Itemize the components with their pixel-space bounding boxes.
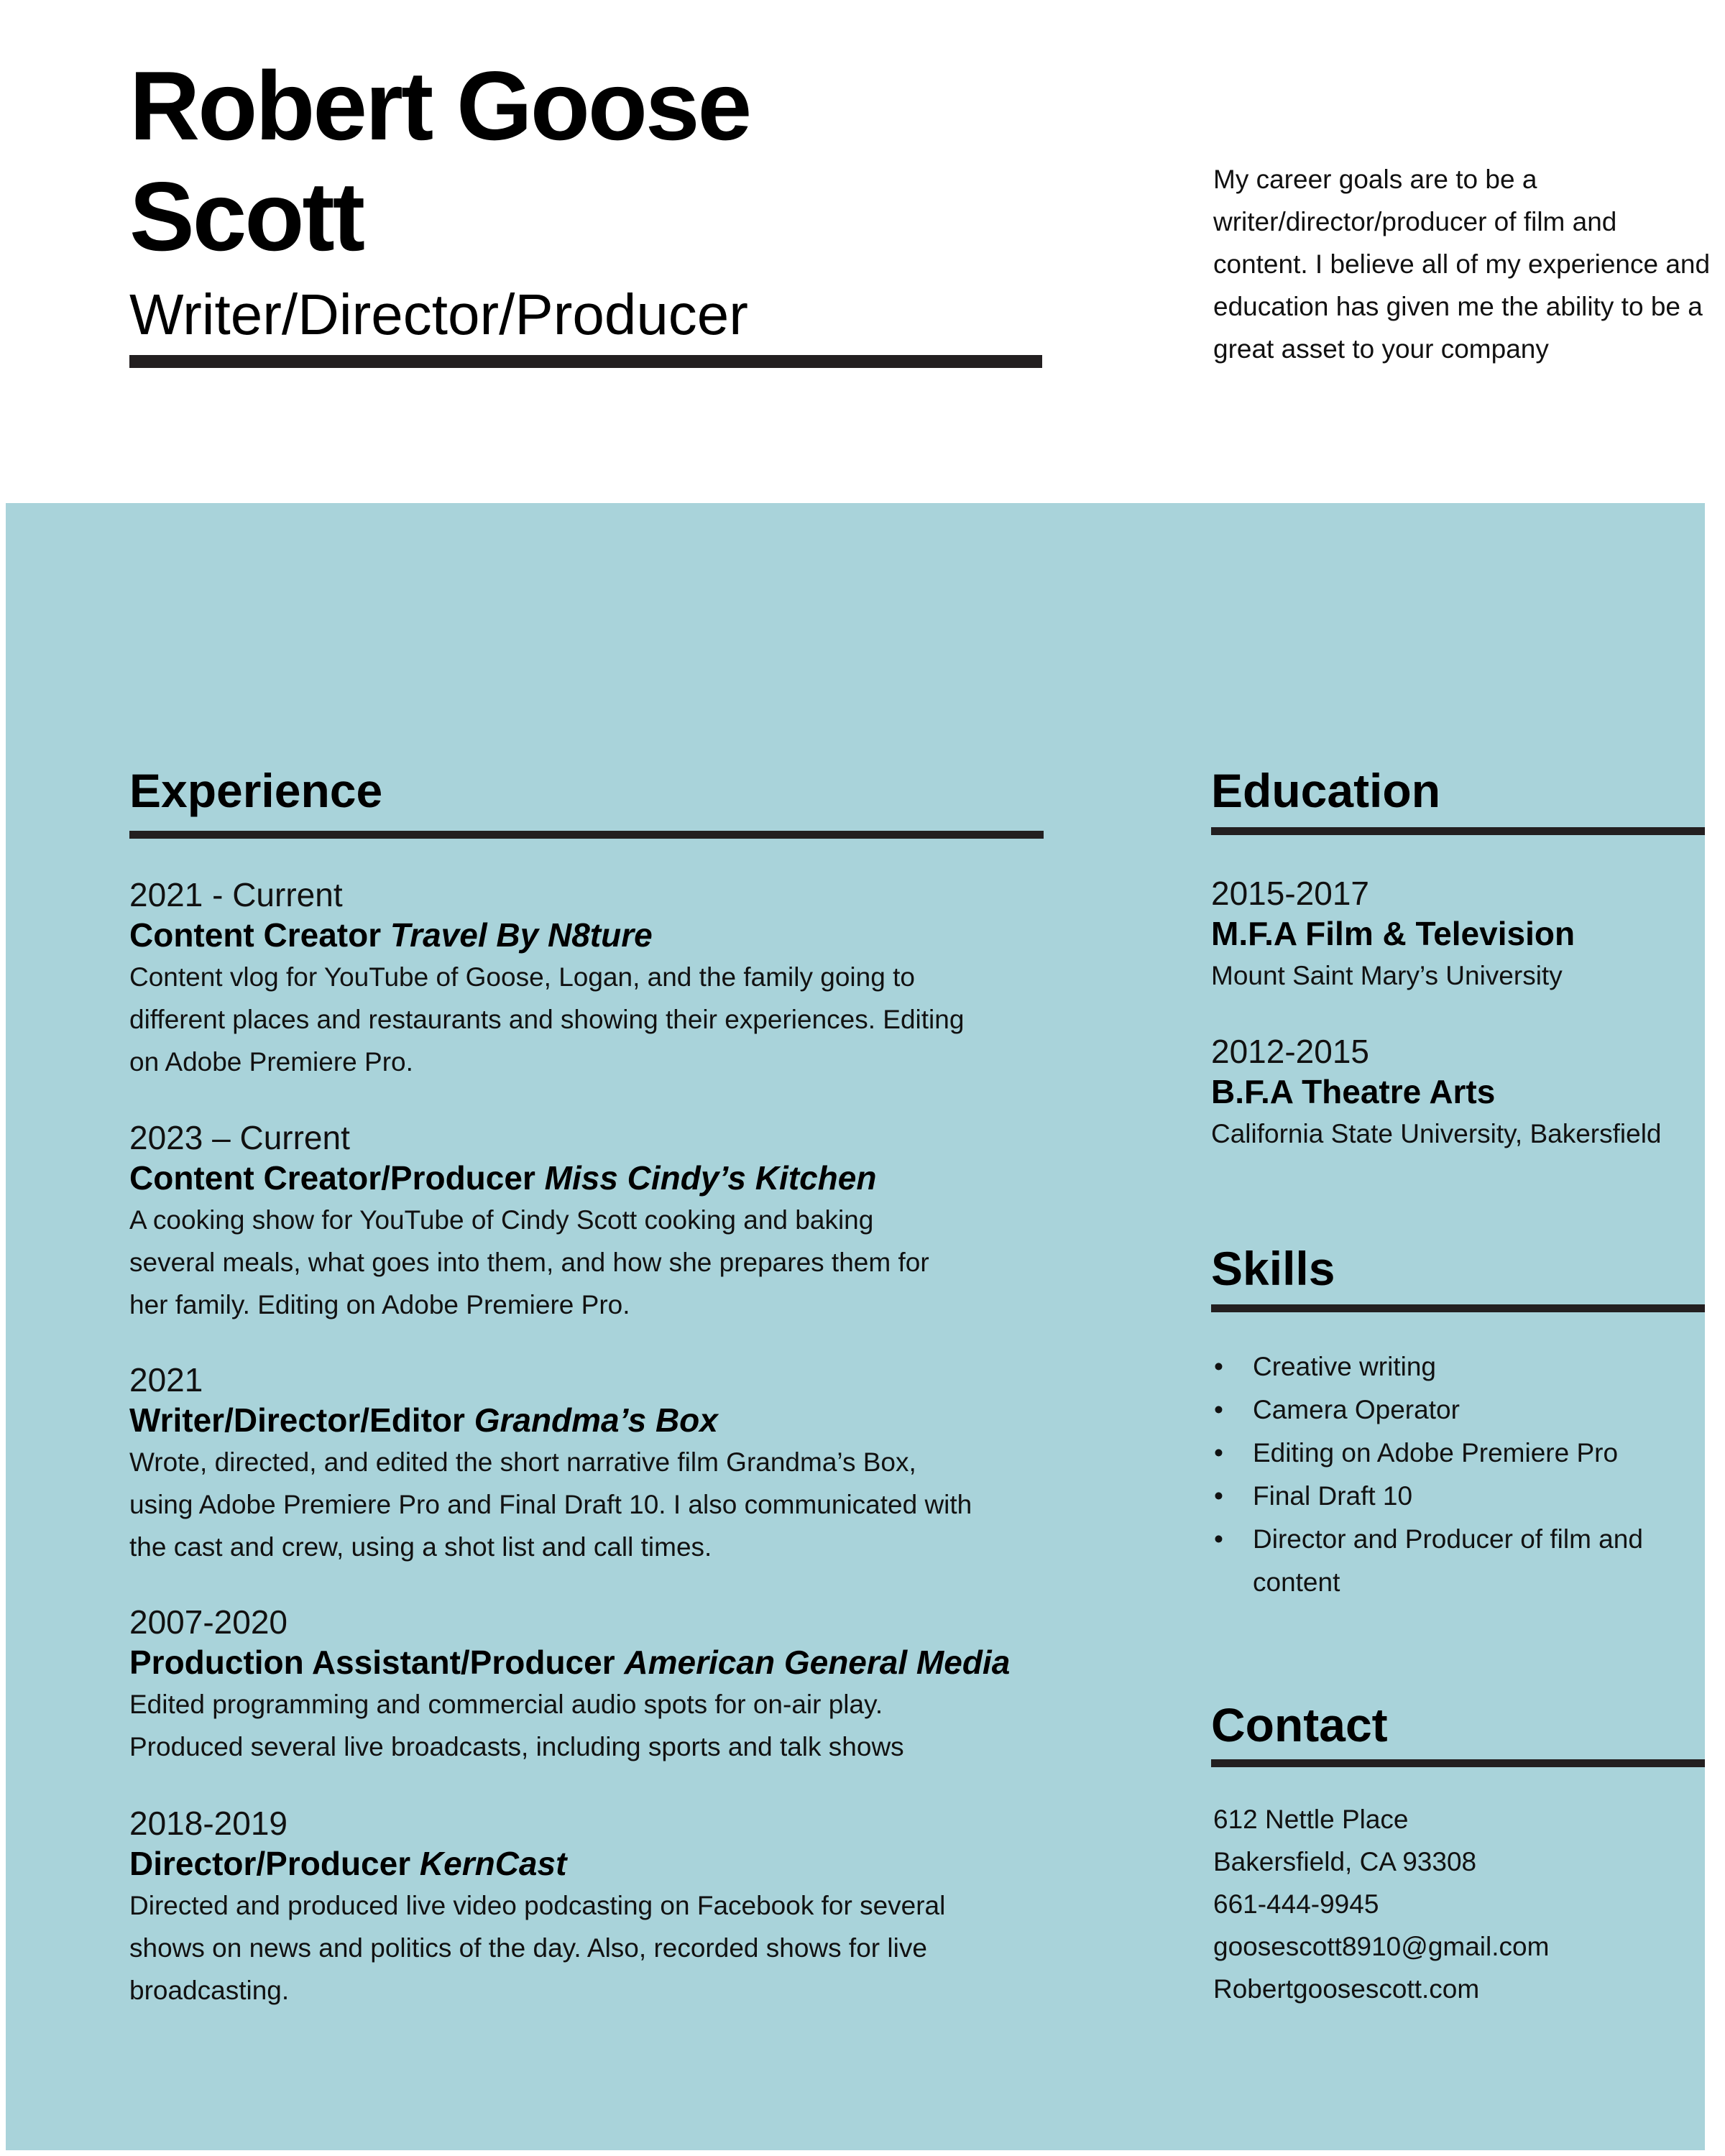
experience-divider (129, 831, 1044, 839)
education-entry (1211, 1032, 1714, 1155)
entry-project: American General Media (624, 1644, 1011, 1681)
entry-title (129, 1157, 1064, 1199)
entry-date: 2021 (129, 1361, 203, 1399)
entry-title (129, 1399, 1064, 1441)
education-heading: Education (1211, 764, 1441, 817)
education-degree: M.F.A Film & Television (1211, 915, 1576, 952)
career-summary: My career goals are to be a writer/director/producer of film and content. I believe all of my experience and education has given me the ability to be a great asset to your company (1213, 165, 1711, 364)
education-divider (1211, 827, 1705, 835)
skill-label: Final Draft 10 (1253, 1481, 1413, 1511)
entry-project: Grandma’s Box (474, 1401, 718, 1439)
education-degree: B.F.A Theatre Arts (1211, 1073, 1496, 1110)
experience-heading: Experience (129, 764, 383, 817)
entry-title (129, 1843, 1064, 1884)
skill-item (1211, 1432, 1714, 1475)
education-date: 2012-2015 (1211, 1033, 1369, 1070)
entry-position: Writer/Director/Editor (129, 1401, 465, 1439)
education-entry (1211, 874, 1714, 997)
candidate-role: Writer/Director/Producer (129, 282, 748, 346)
entry-description: Wrote, directed, and edited the short narrative film Grandma’s Box, using Adobe Premiere Pro and Final Draft 10. I also communicated with the cast and crew, using a shot list and call times. (129, 1447, 972, 1562)
skill-item (1211, 1345, 1714, 1388)
experience-entry (129, 1118, 1064, 1326)
entry-description: Edited programming and commercial audio spots for on-air play. Produced several live broadcasts, including sports and talk shows (129, 1690, 904, 1761)
contact-address-line-2: Bakersfield, CA 93308 (1213, 1847, 1477, 1876)
skills-list (1211, 1345, 1714, 1604)
entry-position: Director/Producer (129, 1845, 411, 1882)
skill-label: Director and Producer of film and content (1253, 1524, 1643, 1597)
experience-entry (129, 1603, 1064, 1768)
entry-date: 2023 – Current (129, 1119, 350, 1156)
experience-entry (129, 1360, 1064, 1568)
skill-item (1211, 1518, 1677, 1604)
entry-project: KernCast (419, 1845, 567, 1882)
entry-description: Directed and produced live video podcasting on Facebook for several shows on news and politics of the day. Also, recorded shows for live broadcasting. (129, 1891, 946, 2005)
name-line-2: Scott (129, 162, 363, 271)
skill-label: Creative writing (1253, 1352, 1436, 1381)
bullet-icon: • (1214, 1524, 1223, 1554)
experience-entry (129, 1804, 1064, 2012)
entry-project: Travel By N8ture (390, 916, 653, 954)
entry-description: Content vlog for YouTube of Goose, Logan, and the family going to different places and restaurants and showing their experiences. Editing on Adobe Premiere Pro. (129, 962, 965, 1077)
bullet-icon: • (1214, 1352, 1223, 1381)
entry-description: A cooking show for YouTube of Cindy Scott cooking and baking several meals, what goes into them, and how she prepares them for her family. Editing on Adobe Premiere Pro. (129, 1205, 929, 1319)
contact-divider (1211, 1759, 1705, 1767)
entry-position: Production Assistant/Producer (129, 1644, 615, 1681)
candidate-name (129, 50, 1064, 272)
contact-address-line-1: 612 Nettle Place (1213, 1805, 1409, 1834)
contact-details (1213, 1798, 1716, 2010)
entry-position: Content Creator (129, 916, 382, 954)
contact-phone: 661-444-9945 (1213, 1889, 1379, 1919)
education-school: California State University, Bakersfield (1211, 1119, 1662, 1148)
contact-email[interactable]: goosescott8910@gmail.com (1213, 1932, 1550, 1961)
entry-date: 2018-2019 (129, 1805, 288, 1842)
entry-title (129, 1641, 1064, 1683)
entry-position: Content Creator/Producer (129, 1159, 535, 1197)
bullet-icon: • (1214, 1395, 1223, 1424)
name-line-1: Robert Goose (129, 51, 750, 160)
entry-date: 2021 - Current (129, 876, 343, 913)
contact-heading: Contact (1211, 1698, 1388, 1751)
entry-date: 2007-2020 (129, 1603, 288, 1641)
education-date: 2015-2017 (1211, 875, 1369, 912)
skill-item (1211, 1475, 1714, 1518)
education-school: Mount Saint Mary’s University (1211, 961, 1563, 990)
bullet-icon: • (1214, 1481, 1223, 1511)
skill-label: Camera Operator (1253, 1395, 1460, 1424)
skills-divider (1211, 1304, 1705, 1312)
skill-item (1211, 1388, 1714, 1432)
bullet-icon: • (1214, 1438, 1223, 1468)
skill-label: Editing on Adobe Premiere Pro (1253, 1438, 1619, 1468)
experience-entry (129, 875, 1064, 1083)
contact-website[interactable]: Robertgoosescott.com (1213, 1974, 1480, 2004)
skills-heading: Skills (1211, 1242, 1335, 1295)
entry-project: Miss Cindy’s Kitchen (544, 1159, 877, 1197)
entry-title (129, 914, 1064, 956)
header-divider (129, 355, 1042, 368)
